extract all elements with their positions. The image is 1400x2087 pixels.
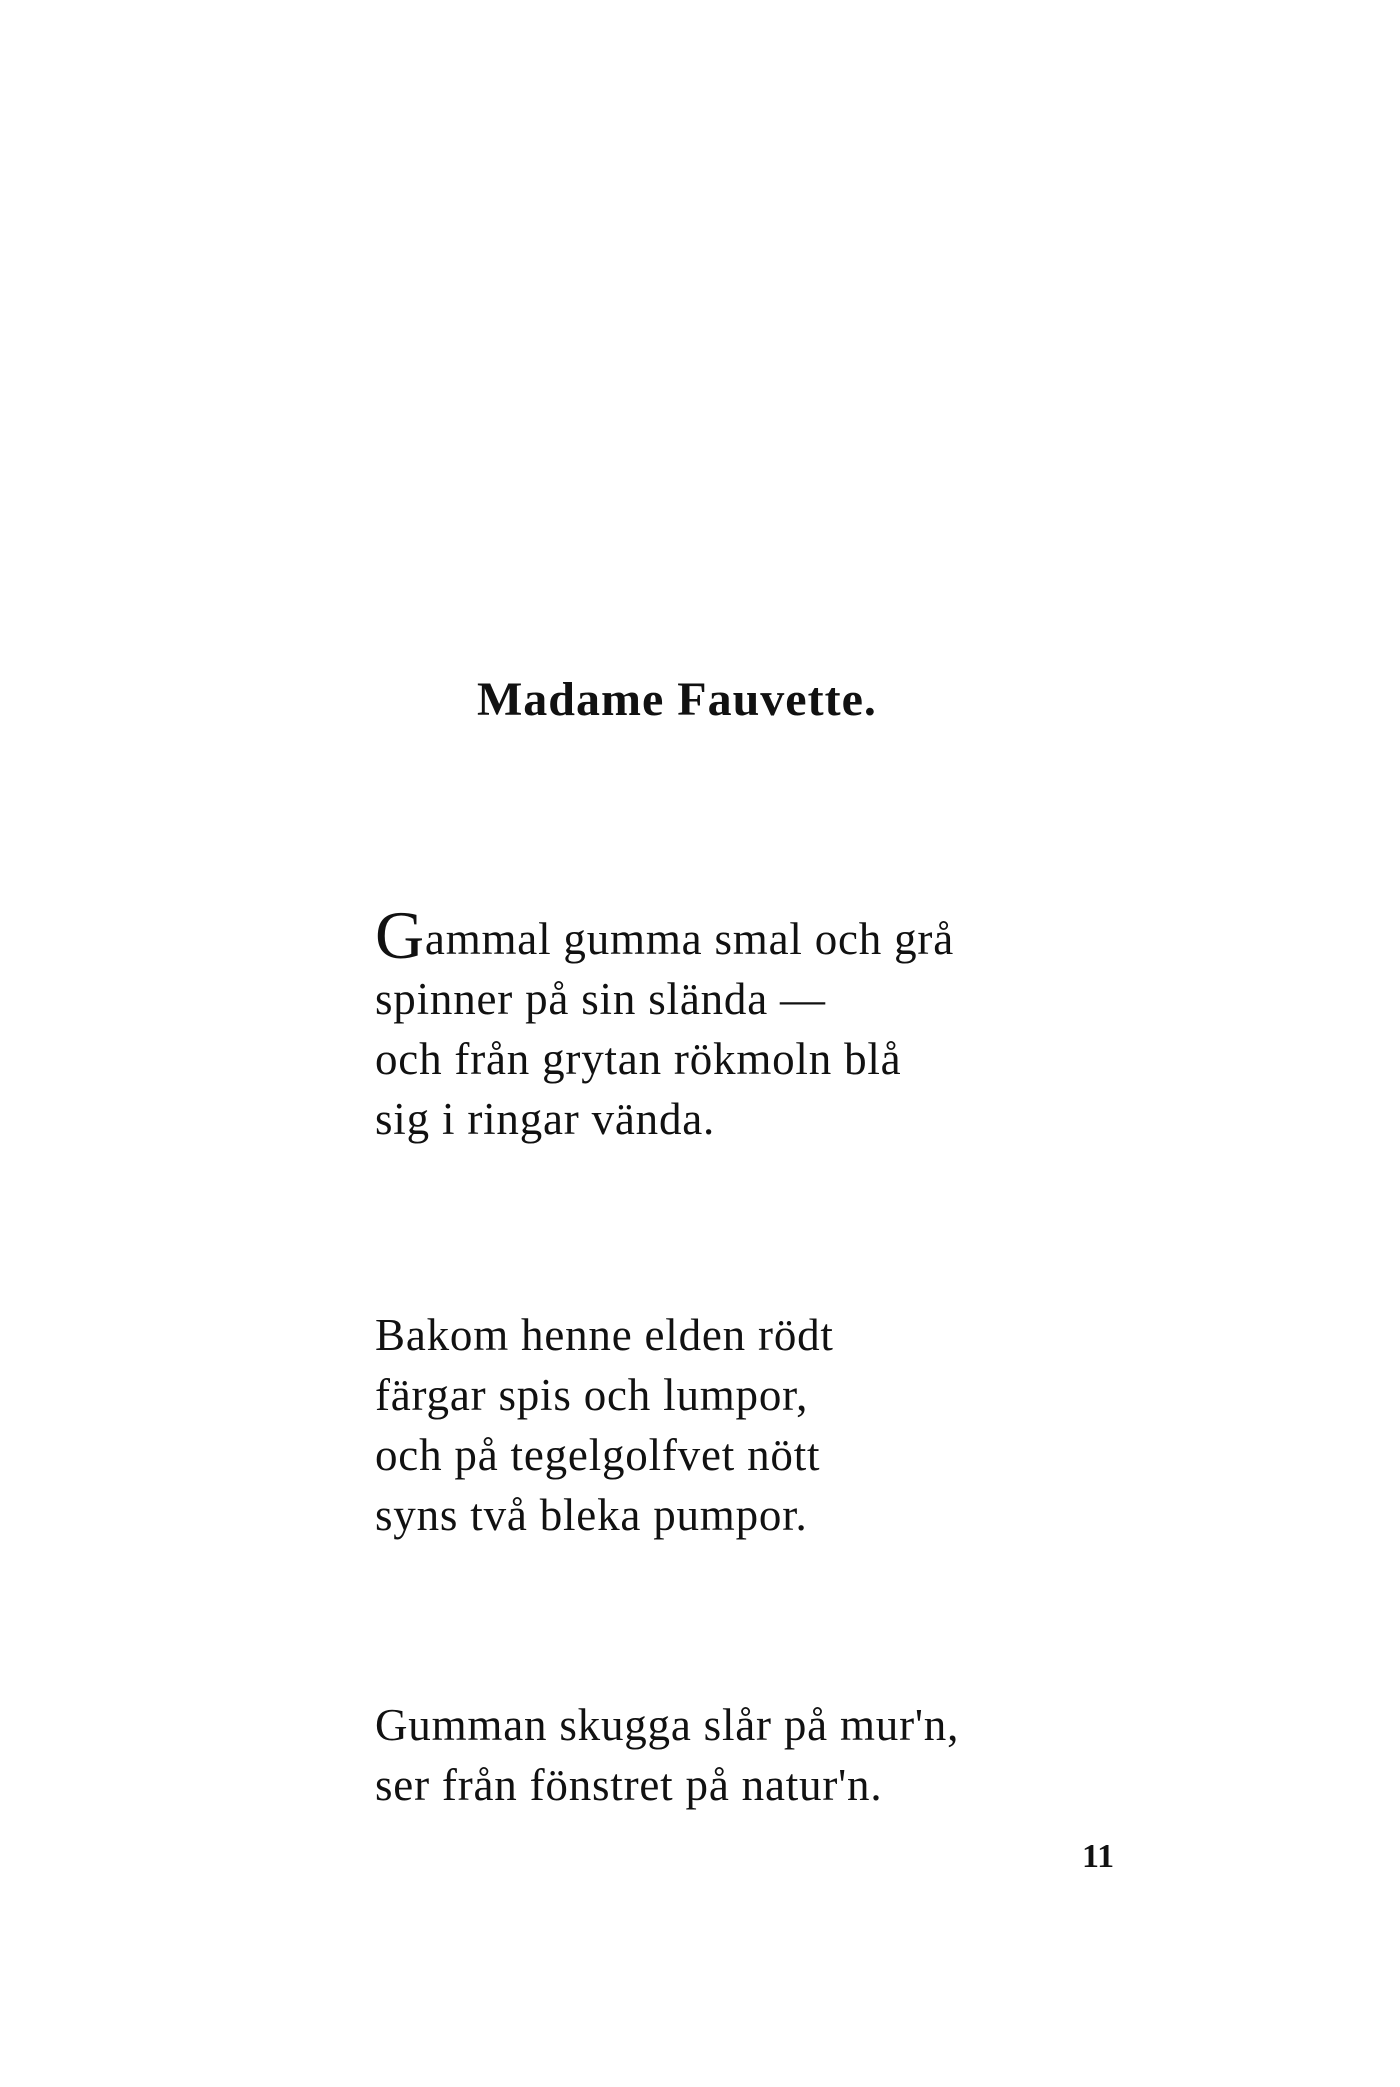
poem-line: Bakom henne elden rödt	[375, 1310, 834, 1360]
poem-line: spinner på sin slända —	[375, 974, 826, 1024]
poem-line: och från grytan rökmoln blå	[375, 1034, 902, 1084]
poem-line	[375, 897, 954, 973]
drop-cap: G	[375, 897, 425, 973]
stanza-1	[375, 897, 954, 1149]
page-number: 11	[1082, 1838, 1115, 1875]
poem-line: ser från fönstret på natur'n.	[375, 1760, 883, 1810]
poem-line: och på tegelgolfvet nött	[375, 1430, 821, 1480]
poem-line: syns två bleka pumpor.	[375, 1490, 808, 1540]
poem-line: Gumman skugga slår på mur'n,	[375, 1700, 960, 1750]
stanza-2	[375, 1305, 834, 1545]
poem-line: färgar spis och lumpor,	[375, 1370, 809, 1420]
stanza-3	[375, 1695, 959, 1815]
poem-line: sig i ringar vända.	[375, 1094, 716, 1144]
poem-title: Madame Fauvette.	[477, 673, 877, 726]
poem-line-text: ammal gumma smal och grå	[424, 914, 954, 964]
